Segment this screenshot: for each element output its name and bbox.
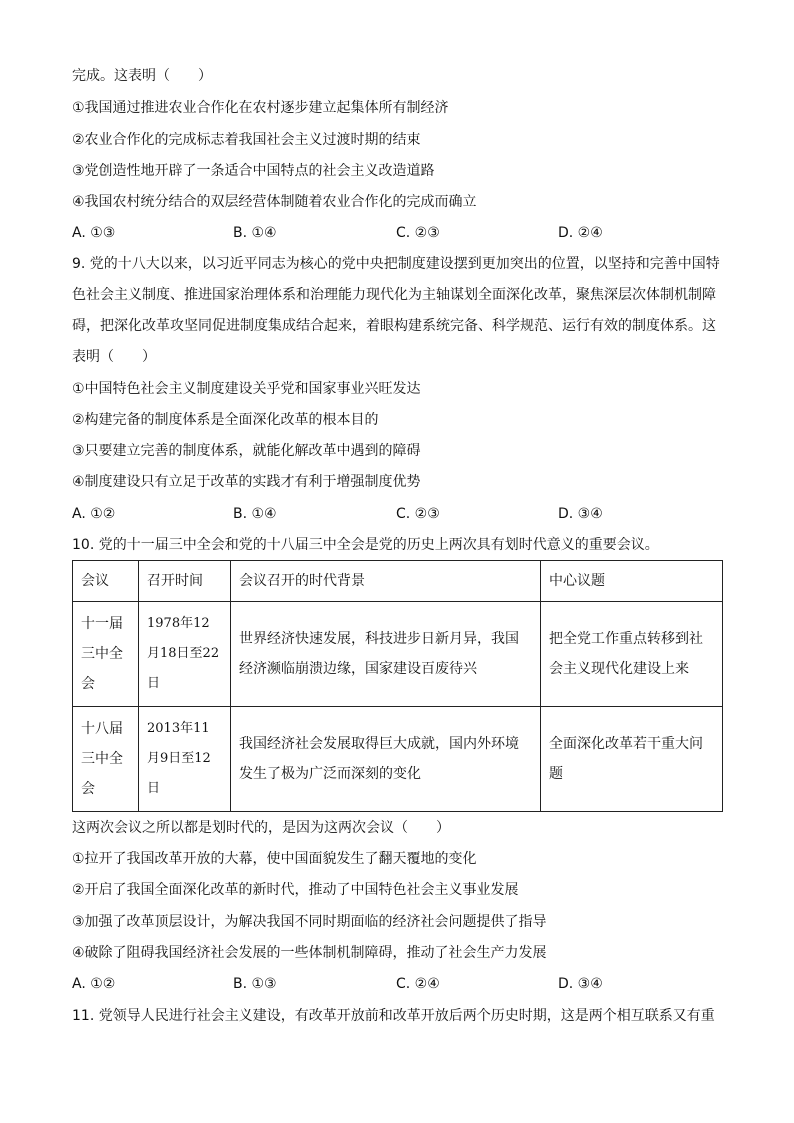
q10-option-b: B. ①③ bbox=[233, 976, 277, 992]
q8-stem-end: 完成。这表明（ ） bbox=[72, 68, 212, 84]
q9-option-b: B. ①④ bbox=[233, 506, 277, 522]
cell-topic: 把全党工作重点转移到社会主义现代化建设上来 bbox=[541, 602, 723, 707]
cell-topic: 全面深化改革若干重大问题 bbox=[541, 707, 723, 812]
table-row bbox=[73, 707, 723, 812]
q9-stem-line-2: 色社会主义制度、推进国家治理体系和治理能力现代化为主轴谋划全面深化改革，聚焦深层次体制机制障 bbox=[72, 287, 716, 303]
table-header-background: 会议召开的时代背景 bbox=[231, 561, 541, 602]
q8-item-3: ③党创造性地开辟了一条适合中国特点的社会主义改造道路 bbox=[72, 163, 435, 179]
q10-option-c: C. ②④ bbox=[396, 976, 440, 992]
q10-item-4: ④破除了阻碍我国经济社会发展的一些体制机制障碍，推动了社会生产力发展 bbox=[72, 945, 547, 961]
cell-meeting: 十一届三中全会 bbox=[73, 602, 139, 707]
q9-item-3: ③只要建立完善的制度体系，就能化解改革中遇到的障碍 bbox=[72, 443, 421, 459]
q9-item-1: ①中国特色社会主义制度建设关乎党和国家事业兴旺发达 bbox=[72, 381, 421, 397]
q8-item-2: ②农业合作化的完成标志着我国社会主义过渡时期的结束 bbox=[72, 132, 421, 148]
q10-item-3: ③加强了改革顶层设计，为解决我国不同时期面临的经济社会问题提供了指导 bbox=[72, 914, 547, 930]
q10-item-1: ①拉开了我国改革开放的大幕，使中国面貌发生了翻天覆地的变化 bbox=[72, 851, 477, 867]
table-row bbox=[73, 602, 723, 707]
q9-item-2: ②构建完备的制度体系是全面深化改革的根本目的 bbox=[72, 412, 379, 428]
cell-meeting: 十八届三中全会 bbox=[73, 707, 139, 812]
q11-stem-start: 11. 党领导人民进行社会主义建设，有改革开放前和改革开放后两个历史时期，这是两个相互联系又有重 bbox=[72, 1008, 715, 1024]
table-header-row bbox=[73, 561, 723, 602]
q8-option-d: D. ②④ bbox=[558, 225, 603, 241]
q10-stem: 10. 党的十一届三中全会和党的十八届三中全会是党的历史上两次具有划时代意义的重要会议。 bbox=[72, 537, 659, 553]
q9-stem-line-1: 9. 党的十八大以来，以习近平同志为核心的党中央把制度建设摆到更加突出的位置，以坚持和完善中国特 bbox=[72, 256, 720, 272]
table-header-time: 召开时间 bbox=[139, 561, 231, 602]
q10-item-2: ②开启了我国全面深化改革的新时代，推动了中国特色社会主义事业发展 bbox=[72, 882, 519, 898]
q10-question: 这两次会议之所以都是划时代的，是因为这两次会议（ ） bbox=[72, 820, 450, 836]
q10-option-d: D. ③④ bbox=[558, 976, 603, 992]
q8-item-4: ④我国农村统分结合的双层经营体制随着农业合作化的完成而确立 bbox=[72, 194, 477, 210]
q9-stem-line-3: 碍，把深化改革攻坚同促进制度集成结合起来，着眼构建系统完备、科学规范、运行有效的制度体系。这 bbox=[72, 318, 716, 334]
q8-option-b: B. ①④ bbox=[233, 225, 277, 241]
table-header-meeting: 会议 bbox=[73, 561, 139, 602]
cell-time: 1978年12月18日至22日 bbox=[139, 602, 231, 707]
table-header-topic: 中心议题 bbox=[541, 561, 723, 602]
q9-option-c: C. ②③ bbox=[396, 506, 440, 522]
q8-option-a: A. ①③ bbox=[72, 225, 116, 241]
q9-option-a: A. ①② bbox=[72, 506, 116, 522]
cell-time: 2013年11月9日至12日 bbox=[139, 707, 231, 812]
q8-item-1: ①我国通过推进农业合作化在农村逐步建立起集体所有制经济 bbox=[72, 100, 449, 116]
q9-option-d: D. ③④ bbox=[558, 506, 603, 522]
q8-option-c: C. ②③ bbox=[396, 225, 440, 241]
q9-stem-line-4: 表明（ ） bbox=[72, 349, 156, 365]
q10-option-a: A. ①② bbox=[72, 976, 116, 992]
cell-background: 我国经济社会发展取得巨大成就，国内外环境发生了极为广泛而深刻的变化 bbox=[231, 707, 541, 812]
q9-item-4: ④制度建设只有立足于改革的实践才有利于增强制度优势 bbox=[72, 474, 421, 490]
meeting-table bbox=[72, 560, 723, 812]
cell-background: 世界经济快速发展，科技进步日新月异，我国经济濒临崩溃边缘，国家建设百废待兴 bbox=[231, 602, 541, 707]
